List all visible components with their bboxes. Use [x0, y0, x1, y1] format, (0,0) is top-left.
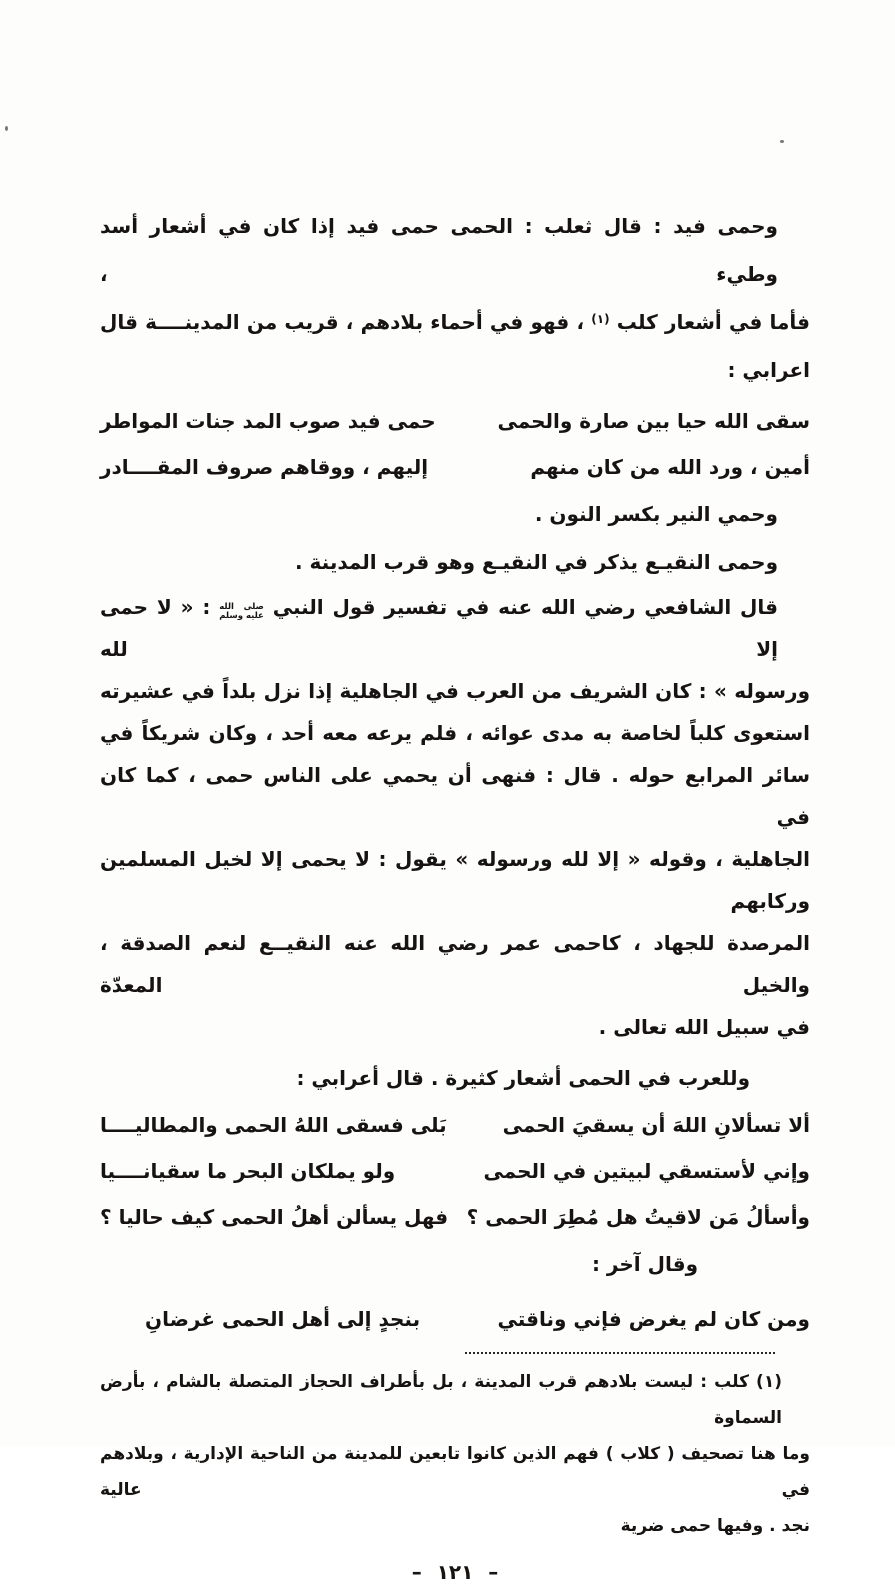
para-fayd-line-2	[100, 298, 810, 346]
footnote-line-1: (١) كلب : ليست بلادهم قرب المدينة ، بل بأطراف الحجاز المتصلة بالشام ، بأرض السماوة	[100, 1372, 782, 1428]
para-fayd-line-1: وحمى فيد : قال ثعلب : الحمى حمى فيد إذا كان في أشعار أسد وطيء ،	[100, 214, 778, 286]
para-naqi: وحمى النقيـع يذكر في النقيـع وهو قرب المدينة .	[294, 550, 778, 574]
para-shafii-line-6: المرصدة للجهاد ، كاحمى عمر رضي الله عنه النقيــع لنعم الصدقة ، والخيل المعدّة	[100, 931, 810, 997]
hemistich-left: فهل يسألن أهلُ الحمى كيف حاليا ؟	[100, 1205, 449, 1229]
para-shafii-line-2: ورسوله » : كان الشريف من العرب في الجاهلية إذا نزل بلداً في عشيرته	[100, 679, 810, 703]
hemistich-right: ألا تسألانِ اللهَ أن يسقيَ الحمى	[502, 1113, 810, 1137]
verse-row	[100, 1194, 810, 1240]
hemistich-right: وأسألُ مَن لاقيتُ هل مُطِرَ الحمى ؟	[466, 1205, 810, 1229]
para-shafii-line-1	[100, 586, 810, 670]
footnote-line-3: نجد . وفيها حمى ضرية	[620, 1516, 810, 1536]
para-fayd-line-3: اعرابي :	[727, 358, 810, 382]
hemistich-left: ولو يملكان البحر ما سقيانــــيا	[100, 1159, 396, 1183]
verse-row	[100, 1148, 810, 1194]
footnote-reference-marker: (١)	[591, 312, 610, 326]
para-shafii-line-4: سائر المرابع حوله . قال : فنهى أن يحمي على الناس حمى ، كما كان في	[100, 763, 810, 829]
hemistich-left: حمى فيد صوب المد جنات المواطر	[100, 409, 436, 433]
pbuh-honorific-bottom: عليه وسلم	[219, 611, 264, 621]
footnote-separator	[465, 1352, 775, 1354]
para-shafii-line-1-text-b: : « لا حمى إلا لله	[100, 595, 778, 661]
text-block	[100, 202, 810, 1584]
pbuh-honorific	[219, 603, 264, 621]
hemistich-left: بَلى فسقى اللهُ الحمى والمطاليــــا	[100, 1113, 447, 1137]
footnote	[100, 1364, 810, 1544]
footnote-line-2: وما هنا تصحيف ( كلاب ) فهم الذين كانوا تابعين للمدينة من الناحية الإدارية ، وبلادهم في عالية	[100, 1444, 810, 1500]
para-shafii-line-5: الجاهلية ، وقوله « إلا لله ورسوله » يقول : لا يحمى إلا لخيل المسلمين وركابهم	[100, 847, 810, 913]
poem-2	[100, 1102, 810, 1240]
dust-speck	[780, 140, 784, 143]
hemistich-right: سقى الله حيا بين صارة والحمى	[497, 409, 810, 433]
para-shafii-line-1-text-a: قال الشافعي رضي الله عنه في تفسير قول النبي	[272, 595, 778, 619]
para-arab-poetry: وللعرب في الحمى أشعار كثيرة . قال أعرابي :	[296, 1066, 750, 1090]
verse-row	[100, 398, 810, 444]
poem-1	[100, 398, 810, 490]
para-shafii-line-3: استعوى كلباً لخاصة به مدى عوائه ، فلم يرعه معه أحد ، وكان شريكاً في	[100, 721, 810, 745]
para-nir: وحمي النير بكسر النون .	[534, 502, 778, 526]
verse-row	[100, 1296, 810, 1342]
hemistich-right: أمين ، ورد الله من كان منهم	[530, 455, 810, 479]
pbuh-honorific-top: صلى الله	[219, 602, 264, 612]
dust-speck	[5, 126, 8, 131]
verse-row	[100, 1102, 810, 1148]
para-shafii	[100, 586, 810, 1048]
hemistich-left: إليهم ، ووقاهم صروف المقــــادر	[100, 455, 429, 479]
para-shafii-line-7: في سبيل الله تعالى .	[598, 1015, 810, 1039]
hemistich-right: ومن كان لم يغرض فإني وناقتي	[497, 1307, 810, 1331]
verse-row	[100, 444, 810, 490]
para-another-said: وقال آخر :	[591, 1252, 698, 1276]
hemistich-right: وإني لأستسقي لبيتين في الحمى	[483, 1159, 810, 1183]
para-fayd-line-2-text-a: فأما في أشعار كلب	[616, 310, 810, 334]
para-fayd-line-2-text-b: ، فهو في أحماء بلادهم ، قريب من المدينــــة قال	[100, 310, 585, 334]
poem-3	[100, 1296, 810, 1342]
hemistich-left: بنجدٍ إلى أهل الحمى غرضانِ	[145, 1307, 421, 1331]
page-number: – ١٢١ –	[411, 1560, 499, 1584]
